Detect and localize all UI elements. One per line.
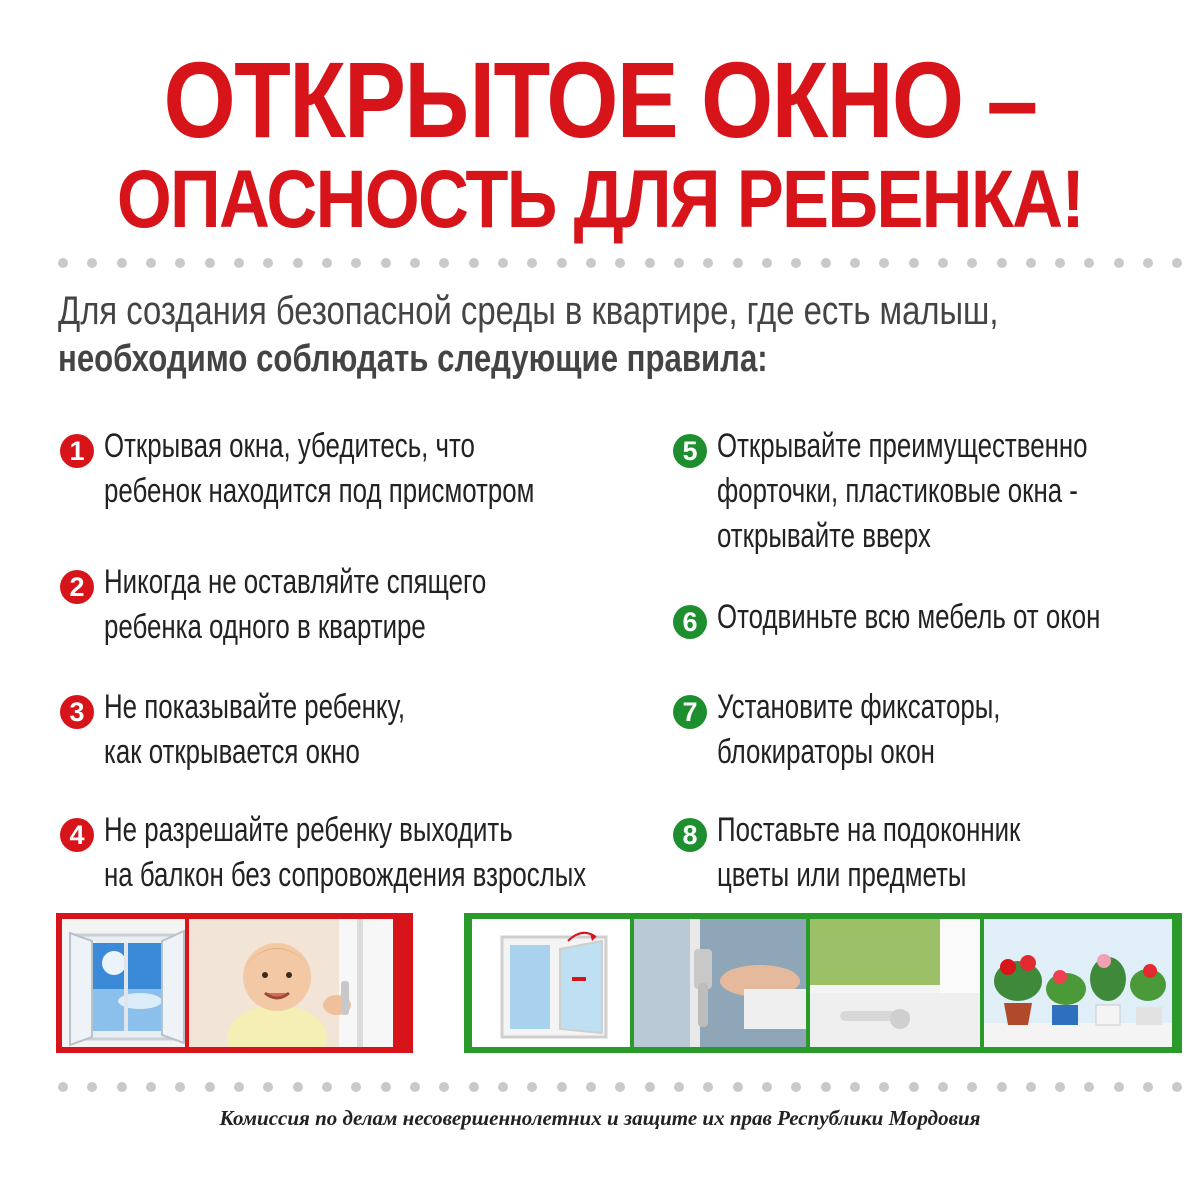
divider-dot xyxy=(439,258,449,268)
intro-text-line-1: Для создания безопасной среды в квартире, где есть малыш, xyxy=(58,289,999,333)
divider-dot xyxy=(87,258,97,268)
rule-text-line: форточки, пластиковые окна - xyxy=(717,472,1078,510)
dotted-divider-bottom xyxy=(58,1082,1183,1094)
rule-text-line: Отодвиньте всю мебель от окон xyxy=(717,598,1101,636)
rule-2 xyxy=(60,560,607,650)
divider-dot xyxy=(381,258,391,268)
rule-4 xyxy=(60,808,738,898)
rule-text-line: Не показывайте ребенку, xyxy=(104,688,405,726)
divider-dot xyxy=(909,1082,919,1092)
intro-text-line-2: необходимо соблюдать следующие правила: xyxy=(58,338,768,380)
dotted-divider-top xyxy=(58,258,1183,270)
rule-text xyxy=(717,595,1100,640)
divider-dot xyxy=(58,1082,68,1092)
divider-dot xyxy=(293,1082,303,1092)
rule-text-line: Установите фиксаторы, xyxy=(717,688,1001,726)
divider-dot xyxy=(1055,1082,1065,1092)
divider-dot xyxy=(967,258,977,268)
rule-text-line: блокираторы окон xyxy=(717,733,935,771)
divider-dot xyxy=(615,1082,625,1092)
divider-dot xyxy=(1143,1082,1153,1092)
footer-credit: Комиссия по делам несовершеннолетних и защите их прав Республики Мордовия xyxy=(219,1106,981,1130)
rule-text-line: Поставьте на подоконник xyxy=(717,811,1021,849)
window-limiter-photo xyxy=(810,919,980,1047)
divider-dot xyxy=(351,258,361,268)
rule-text-line: Никогда не оставляйте спящего xyxy=(104,563,487,601)
divider-dot xyxy=(674,258,684,268)
divider-dot xyxy=(1172,1082,1182,1092)
rule-text xyxy=(104,808,586,898)
divider-dot xyxy=(263,258,273,268)
rule-number-badge: 1 xyxy=(60,434,94,468)
rule-text-line: как открывается окно xyxy=(104,733,360,771)
divider-dot xyxy=(351,1082,361,1092)
divider-dot xyxy=(645,1082,655,1092)
divider-dot xyxy=(733,258,743,268)
divider-dot xyxy=(1026,258,1036,268)
tilt-window-photo xyxy=(472,919,630,1047)
rule-text-line: Открывайте преимущественно xyxy=(717,427,1088,465)
divider-dot xyxy=(117,258,127,268)
divider-dot xyxy=(469,1082,479,1092)
divider-dot xyxy=(322,1082,332,1092)
rule-1 xyxy=(60,424,670,514)
divider-dot xyxy=(1055,258,1065,268)
divider-dot xyxy=(762,258,772,268)
divider-dot xyxy=(117,1082,127,1092)
rule-6 xyxy=(673,595,1200,640)
rule-7 xyxy=(673,685,1090,775)
divider-dot xyxy=(1026,1082,1036,1092)
divider-dot xyxy=(146,1082,156,1092)
window-handle-lock-photo xyxy=(634,919,806,1047)
divider-dot xyxy=(645,258,655,268)
divider-dot xyxy=(821,258,831,268)
divider-dot xyxy=(557,258,567,268)
divider-dot xyxy=(146,258,156,268)
divider-dot xyxy=(997,1082,1007,1092)
rule-number-badge: 7 xyxy=(673,695,707,729)
divider-dot xyxy=(938,1082,948,1092)
divider-dot xyxy=(205,258,215,268)
divider-dot xyxy=(557,1082,567,1092)
divider-dot xyxy=(439,1082,449,1092)
divider-dot xyxy=(1084,1082,1094,1092)
divider-dot xyxy=(967,1082,977,1092)
divider-dot xyxy=(791,1082,801,1092)
open-window-photo xyxy=(62,919,185,1047)
child-at-window-photo xyxy=(189,919,393,1047)
divider-dot xyxy=(879,1082,889,1092)
divider-dot xyxy=(322,258,332,268)
rule-text xyxy=(104,560,486,650)
rule-text-line: ребенка одного в квартире xyxy=(104,608,426,646)
rule-text-line: Открывая окна, убедитесь, что xyxy=(104,427,475,465)
divider-dot xyxy=(469,258,479,268)
divider-dot xyxy=(850,1082,860,1092)
divider-dot xyxy=(850,258,860,268)
rule-number-badge: 8 xyxy=(673,818,707,852)
divider-dot xyxy=(498,258,508,268)
divider-dot xyxy=(234,258,244,268)
divider-dot xyxy=(674,1082,684,1092)
divider-dot xyxy=(938,258,948,268)
divider-dot xyxy=(527,258,537,268)
divider-dot xyxy=(205,1082,215,1092)
divider-dot xyxy=(58,258,68,268)
divider-dot xyxy=(498,1082,508,1092)
divider-dot xyxy=(263,1082,273,1092)
rule-8 xyxy=(673,808,1116,898)
page-title-line-2: ОПАСНОСТЬ ДЛЯ РЕБЕНКА! xyxy=(116,154,1084,245)
divider-dot xyxy=(762,1082,772,1092)
divider-dot xyxy=(703,1082,713,1092)
rule-number-badge: 4 xyxy=(60,818,94,852)
safe-photo-panel xyxy=(464,913,1182,1053)
rule-text xyxy=(104,685,405,775)
rule-text xyxy=(104,424,534,514)
divider-dot xyxy=(1084,258,1094,268)
rule-text-line: Не разрешайте ребенку выходить xyxy=(104,811,513,849)
divider-dot xyxy=(234,1082,244,1092)
rule-3 xyxy=(60,685,500,775)
rule-text-line: открывайте вверх xyxy=(717,517,931,555)
rule-number-badge: 5 xyxy=(673,434,707,468)
rule-text xyxy=(717,424,1087,559)
divider-dot xyxy=(1143,258,1153,268)
divider-dot xyxy=(821,1082,831,1092)
divider-dot xyxy=(733,1082,743,1092)
rule-text-line: ребенок находится под присмотром xyxy=(104,472,535,510)
divider-dot xyxy=(997,258,1007,268)
divider-dot xyxy=(615,258,625,268)
danger-photo-panel xyxy=(56,913,413,1053)
divider-dot xyxy=(586,1082,596,1092)
rule-text xyxy=(717,808,1020,898)
divider-dot xyxy=(703,258,713,268)
divider-dot xyxy=(586,258,596,268)
rule-text-line: на балкон без сопровождения взрослых xyxy=(104,856,587,894)
rule-number-badge: 6 xyxy=(673,605,707,639)
rule-text xyxy=(717,685,1000,775)
divider-dot xyxy=(1114,1082,1124,1092)
page-title-line-1: ОТКРЫТОЕ ОКНО – xyxy=(163,39,1037,160)
divider-dot xyxy=(87,1082,97,1092)
rule-5 xyxy=(673,424,1200,559)
divider-dot xyxy=(410,258,420,268)
divider-dot xyxy=(1172,258,1182,268)
divider-dot xyxy=(527,1082,537,1092)
divider-dot xyxy=(381,1082,391,1092)
divider-dot xyxy=(791,258,801,268)
flowers-on-sill-photo xyxy=(984,919,1172,1047)
rule-number-badge: 3 xyxy=(60,695,94,729)
rule-number-badge: 2 xyxy=(60,570,94,604)
divider-dot xyxy=(293,258,303,268)
divider-dot xyxy=(1114,258,1124,268)
divider-dot xyxy=(909,258,919,268)
divider-dot xyxy=(175,258,185,268)
rule-text-line: цветы или предметы xyxy=(717,856,967,894)
divider-dot xyxy=(879,258,889,268)
divider-dot xyxy=(175,1082,185,1092)
divider-dot xyxy=(410,1082,420,1092)
